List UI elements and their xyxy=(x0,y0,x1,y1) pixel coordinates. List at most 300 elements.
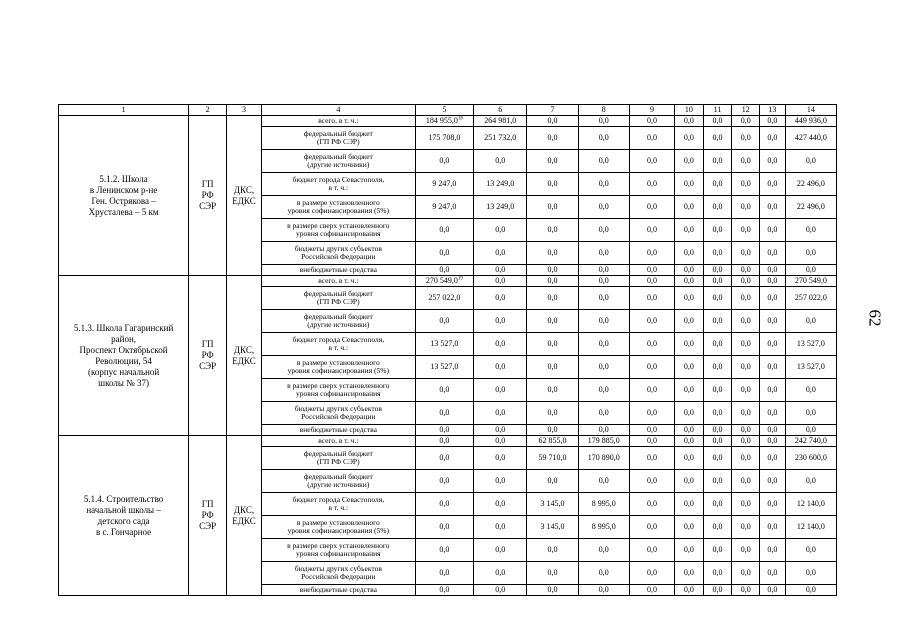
value-text: 0,0 xyxy=(598,248,609,257)
object-name-cell xyxy=(59,116,189,276)
value-text: 0,0 xyxy=(495,362,506,371)
text-line: в с. Гончарное xyxy=(96,526,152,537)
value-text: 0,0 xyxy=(495,293,506,302)
value-text: 427 440,0 xyxy=(794,133,827,142)
object-name-cell xyxy=(59,276,189,436)
value-cell xyxy=(785,196,836,219)
value-cell xyxy=(578,242,629,265)
responsible-cell xyxy=(227,436,262,596)
value-cell xyxy=(760,242,786,265)
text-line: федеральный бюджет xyxy=(303,448,373,458)
budget-table xyxy=(58,104,837,596)
value-cell xyxy=(415,356,473,379)
page-number: 62 xyxy=(865,309,885,327)
value-text: 0,0 xyxy=(805,316,816,325)
value-text: 3 145,0 xyxy=(540,499,565,508)
value-text: 0,0 xyxy=(683,453,694,462)
value-text: 0,0 xyxy=(805,476,816,485)
value-text: 251 732,0 xyxy=(484,133,517,142)
value-cell xyxy=(732,287,760,310)
value-text: 0,0 xyxy=(646,362,657,371)
text-line: Российской Федерации xyxy=(301,572,376,581)
funding-source-cell xyxy=(261,356,415,379)
value-text: 0,0 xyxy=(547,133,558,142)
value-cell xyxy=(415,333,473,356)
value-text: 0,0 xyxy=(495,248,506,257)
value-cell xyxy=(415,287,473,310)
value-text: 0,0 xyxy=(767,453,778,462)
value-text: 0,0 xyxy=(495,585,506,594)
value-cell xyxy=(415,265,473,276)
value-text: 0,0 xyxy=(740,293,751,302)
funding-source-cell xyxy=(261,287,415,310)
value-cell xyxy=(629,287,674,310)
column-number: 14 xyxy=(785,105,836,116)
value-cell xyxy=(732,173,760,196)
text-line: бюджеты других субъектов xyxy=(294,243,382,253)
value-cell xyxy=(578,276,629,287)
text-line: РФ xyxy=(201,190,214,200)
text-line: уровня софинансирования (5%) xyxy=(287,526,390,535)
text-line: СЭР xyxy=(199,521,217,531)
value-text: 0,0 xyxy=(547,248,558,257)
value-cell xyxy=(760,436,786,447)
value-cell xyxy=(578,436,629,447)
value-text: 0,0 xyxy=(683,522,694,531)
funding-source-cell xyxy=(261,562,415,585)
value-cell xyxy=(474,585,527,596)
value-cell xyxy=(675,470,704,493)
value-cell xyxy=(760,333,786,356)
value-text: 0,0 xyxy=(439,265,450,274)
value-cell xyxy=(760,276,786,287)
value-text: 0,0 xyxy=(683,476,694,485)
value-text: 270 549,0 xyxy=(425,276,458,285)
column-number: 2 xyxy=(189,105,227,116)
text-line: (другие источники) xyxy=(307,320,370,329)
value-cell xyxy=(785,585,836,596)
value-cell xyxy=(732,276,760,287)
value-cell xyxy=(474,447,527,470)
value-text: 264 981,0 xyxy=(484,116,517,125)
value-cell xyxy=(732,447,760,470)
value-text: 0,0 xyxy=(805,385,816,394)
value-cell xyxy=(703,516,732,539)
value-text: 0,0 xyxy=(767,476,778,485)
value-cell xyxy=(785,493,836,516)
value-cell xyxy=(703,127,732,150)
value-cell xyxy=(760,196,786,219)
value-text: 0,0 xyxy=(683,133,694,142)
value-cell xyxy=(474,425,527,436)
value-text: 242 740,0 xyxy=(794,436,827,445)
value-cell xyxy=(785,539,836,562)
value-text: 0,0 xyxy=(646,248,657,257)
value-cell xyxy=(527,425,578,436)
value-text: 0,0 xyxy=(740,248,751,257)
value-cell xyxy=(785,356,836,379)
text-line: ГП xyxy=(201,179,214,189)
column-number: 8 xyxy=(578,105,629,116)
column-number: 11 xyxy=(703,105,732,116)
value-text: 0,0 xyxy=(712,545,723,554)
value-cell xyxy=(527,287,578,310)
value-cell xyxy=(474,287,527,310)
funding-source-cell xyxy=(261,585,415,596)
value-text: 0,0 xyxy=(767,385,778,394)
value-text: 0,0 xyxy=(712,436,723,445)
value-text: 0,0 xyxy=(767,179,778,188)
value-text: 0,0 xyxy=(767,408,778,417)
value-cell xyxy=(474,219,527,242)
value-cell xyxy=(760,219,786,242)
value-cell xyxy=(760,310,786,333)
value-cell xyxy=(415,276,473,287)
value-cell xyxy=(474,562,527,585)
value-text: 59 710,0 xyxy=(538,453,567,462)
value-cell xyxy=(415,562,473,585)
value-text: 0,0 xyxy=(805,225,816,234)
value-text: 0,0 xyxy=(547,116,558,125)
value-text: 0,0 xyxy=(598,585,609,594)
value-text: 0,0 xyxy=(683,339,694,348)
value-cell xyxy=(474,516,527,539)
value-cell xyxy=(675,516,704,539)
value-text: 0,0 xyxy=(547,225,558,234)
value-text: 0,0 xyxy=(439,568,450,577)
value-cell xyxy=(578,585,629,596)
value-text: 0,0 xyxy=(712,385,723,394)
value-text: 0,0 xyxy=(740,202,751,211)
value-text: 270 549,0 xyxy=(794,276,827,285)
value-text: 0,0 xyxy=(712,265,723,274)
value-cell xyxy=(415,402,473,425)
value-text: 0,0 xyxy=(767,156,778,165)
value-text: 0,0 xyxy=(547,385,558,394)
text-line: федеральный бюджет xyxy=(303,288,373,298)
text-line: в размере установленного xyxy=(296,197,380,207)
funding-source-cell xyxy=(261,310,415,333)
value-cell xyxy=(527,562,578,585)
value-text: 0,0 xyxy=(598,476,609,485)
value-cell xyxy=(732,116,760,127)
value-cell xyxy=(629,219,674,242)
text-line: в т. ч.: xyxy=(328,343,349,352)
value-text: 0,0 xyxy=(646,436,657,445)
value-text: 0,0 xyxy=(683,156,694,165)
value-text: 0,0 xyxy=(646,585,657,594)
text-line: ГП xyxy=(201,499,214,509)
value-text: 0,0 xyxy=(805,545,816,554)
value-text: 0,0 xyxy=(646,339,657,348)
value-text: 257 022,0 xyxy=(428,293,461,302)
value-text: 0,0 xyxy=(598,156,609,165)
value-cell xyxy=(578,493,629,516)
text-line: (ГП РФ СЭР) xyxy=(317,297,360,306)
value-text: 0,0 xyxy=(683,385,694,394)
value-text: 0,0 xyxy=(767,362,778,371)
text-line: бюджеты других субъектов xyxy=(294,403,382,413)
value-text: 12 140,0 xyxy=(796,499,825,508)
value-text: 0,0 xyxy=(712,116,723,125)
value-cell xyxy=(785,379,836,402)
text-line: в размере сверх установленного xyxy=(287,380,390,390)
value-text: 0,0 xyxy=(683,202,694,211)
value-cell xyxy=(474,356,527,379)
value-cell xyxy=(474,242,527,265)
value-cell xyxy=(785,219,836,242)
value-text: 0,0 xyxy=(598,116,609,125)
column-number: 6 xyxy=(474,105,527,116)
value-cell xyxy=(629,470,674,493)
value-cell xyxy=(629,173,674,196)
value-text: 0,0 xyxy=(646,156,657,165)
value-cell xyxy=(675,242,704,265)
value-text: 0,0 xyxy=(805,425,816,434)
value-cell xyxy=(760,402,786,425)
value-text: 0,0 xyxy=(646,265,657,274)
value-cell xyxy=(785,470,836,493)
value-text: 0,0 xyxy=(439,425,450,434)
text-line: Ген. Острякова – xyxy=(91,195,156,206)
value-cell xyxy=(703,425,732,436)
funding-source-cell xyxy=(261,242,415,265)
value-cell xyxy=(675,585,704,596)
funding-source-cell xyxy=(261,436,415,447)
value-text: 0,0 xyxy=(495,316,506,325)
value-cell xyxy=(732,265,760,276)
value-text: 0,0 xyxy=(740,385,751,394)
value-text: 0,0 xyxy=(740,425,751,434)
value-cell xyxy=(760,447,786,470)
value-text: 0,0 xyxy=(439,248,450,257)
value-cell xyxy=(474,470,527,493)
value-text: 0,0 xyxy=(767,225,778,234)
value-text: 230 600,0 xyxy=(794,453,827,462)
value-text: 0,0 xyxy=(767,585,778,594)
text-line: всего, в т. ч.: xyxy=(318,435,359,445)
value-text: 22 496,0 xyxy=(796,179,825,188)
value-cell xyxy=(527,470,578,493)
value-text: 0,0 xyxy=(683,545,694,554)
value-text: 0,0 xyxy=(683,225,694,234)
value-cell xyxy=(415,585,473,596)
funding-program-cell xyxy=(189,276,227,436)
value-cell xyxy=(732,379,760,402)
text-line: всего, в т. ч.: xyxy=(318,275,359,285)
value-text: 0,0 xyxy=(712,408,723,417)
value-text: 0,0 xyxy=(439,385,450,394)
value-text: 170 890,0 xyxy=(587,453,620,462)
value-cell xyxy=(760,425,786,436)
column-number: 10 xyxy=(675,105,704,116)
funding-source-cell xyxy=(261,265,415,276)
funding-source-cell xyxy=(261,493,415,516)
value-text: 13 527,0 xyxy=(430,339,459,348)
value-text: 0,0 xyxy=(712,276,723,285)
text-line: в размере установленного xyxy=(296,517,380,527)
text-line: федеральный бюджет xyxy=(303,151,373,161)
value-cell xyxy=(527,242,578,265)
value-cell xyxy=(527,196,578,219)
value-text: 0,0 xyxy=(495,476,506,485)
value-cell xyxy=(474,276,527,287)
value-cell xyxy=(578,196,629,219)
value-text: 0,0 xyxy=(598,276,609,285)
value-cell xyxy=(732,127,760,150)
value-text: 0,0 xyxy=(767,248,778,257)
value-cell xyxy=(760,116,786,127)
text-line: уровня софинансирования xyxy=(296,549,381,558)
text-line: СЭР xyxy=(199,361,217,371)
text-line: в т. ч.: xyxy=(328,183,349,192)
value-cell xyxy=(629,333,674,356)
value-text: 22 496,0 xyxy=(796,202,825,211)
value-cell xyxy=(474,436,527,447)
value-text: 0,0 xyxy=(439,316,450,325)
value-text: 0,0 xyxy=(495,385,506,394)
text-line: (корпус начальной xyxy=(87,366,160,377)
value-cell xyxy=(415,242,473,265)
value-text: 8 995,0 xyxy=(591,499,616,508)
value-text: 0,0 xyxy=(646,316,657,325)
value-cell xyxy=(527,379,578,402)
value-cell xyxy=(732,196,760,219)
value-text: 0,0 xyxy=(767,133,778,142)
text-line: 5.1.4. Строительство xyxy=(83,493,164,504)
value-cell xyxy=(732,425,760,436)
value-text: 0,0 xyxy=(598,385,609,394)
value-text: 0,0 xyxy=(598,133,609,142)
value-text: 179 885,0 xyxy=(587,436,620,445)
funding-source-cell xyxy=(261,516,415,539)
value-text: 0,0 xyxy=(712,156,723,165)
table-row xyxy=(59,116,837,127)
value-text: 0,0 xyxy=(712,202,723,211)
value-cell xyxy=(629,539,674,562)
value-cell xyxy=(629,276,674,287)
column-number: 13 xyxy=(760,105,786,116)
value-text: 13 527,0 xyxy=(796,339,825,348)
value-text: 0,0 xyxy=(767,545,778,554)
value-cell xyxy=(578,333,629,356)
value-cell xyxy=(578,402,629,425)
value-cell xyxy=(732,470,760,493)
value-cell xyxy=(760,562,786,585)
value-text: 0,0 xyxy=(683,408,694,417)
value-text: 0,0 xyxy=(547,265,558,274)
footnote-mark: 18 xyxy=(457,116,463,122)
value-text: 0,0 xyxy=(598,179,609,188)
value-cell xyxy=(578,379,629,402)
value-text: 0,0 xyxy=(683,499,694,508)
value-text: 0,0 xyxy=(439,408,450,417)
text-line: начальной школы – xyxy=(86,504,161,515)
value-text: 0,0 xyxy=(547,585,558,594)
value-text: 0,0 xyxy=(495,339,506,348)
value-cell xyxy=(760,516,786,539)
value-cell xyxy=(675,402,704,425)
value-cell xyxy=(629,127,674,150)
value-cell xyxy=(703,265,732,276)
value-text: 0,0 xyxy=(805,265,816,274)
value-text: 0,0 xyxy=(767,499,778,508)
value-cell xyxy=(629,516,674,539)
value-text: 0,0 xyxy=(646,499,657,508)
value-cell xyxy=(629,265,674,276)
value-text: 0,0 xyxy=(712,425,723,434)
value-text: 175 708,0 xyxy=(428,133,461,142)
value-cell xyxy=(527,356,578,379)
value-text: 0,0 xyxy=(547,156,558,165)
value-text: 0,0 xyxy=(767,316,778,325)
value-text: 0,0 xyxy=(439,585,450,594)
value-text: 0,0 xyxy=(740,225,751,234)
value-cell xyxy=(415,436,473,447)
value-cell xyxy=(785,447,836,470)
value-text: 0,0 xyxy=(740,156,751,165)
funding-source-cell xyxy=(261,116,415,127)
value-text: 0,0 xyxy=(740,265,751,274)
value-cell xyxy=(785,562,836,585)
text-line: внебюджетные средства xyxy=(299,424,377,434)
value-text: 0,0 xyxy=(495,545,506,554)
value-cell xyxy=(703,150,732,173)
text-line: РФ xyxy=(201,510,214,520)
value-text: 0,0 xyxy=(712,316,723,325)
value-text: 0,0 xyxy=(740,453,751,462)
text-line: в т. ч.: xyxy=(328,503,349,512)
value-cell xyxy=(415,539,473,562)
value-text: 0,0 xyxy=(740,276,751,285)
value-text: 0,0 xyxy=(712,179,723,188)
value-cell xyxy=(675,356,704,379)
value-text: 0,0 xyxy=(767,202,778,211)
column-number: 3 xyxy=(227,105,262,116)
value-cell xyxy=(703,173,732,196)
value-cell xyxy=(578,516,629,539)
column-number-row xyxy=(59,105,837,116)
value-cell xyxy=(732,436,760,447)
value-text: 0,0 xyxy=(767,276,778,285)
value-cell xyxy=(474,116,527,127)
text-line: Российской Федерации xyxy=(301,252,376,261)
value-text: 0,0 xyxy=(740,339,751,348)
value-cell xyxy=(732,242,760,265)
text-line: уровня софинансирования (5%) xyxy=(287,206,390,215)
value-text: 449 936,0 xyxy=(794,116,827,125)
value-cell xyxy=(732,402,760,425)
value-cell xyxy=(629,310,674,333)
value-text: 0,0 xyxy=(712,362,723,371)
value-cell xyxy=(629,150,674,173)
value-text: 0,0 xyxy=(439,453,450,462)
value-cell xyxy=(578,356,629,379)
value-text: 0,0 xyxy=(598,425,609,434)
value-text: 0,0 xyxy=(712,568,723,577)
value-text: 0,0 xyxy=(712,225,723,234)
value-cell xyxy=(527,516,578,539)
value-text: 0,0 xyxy=(805,585,816,594)
value-cell xyxy=(760,379,786,402)
value-cell xyxy=(629,562,674,585)
value-cell xyxy=(703,242,732,265)
text-line: уровня софинансирования xyxy=(296,229,381,238)
value-text: 0,0 xyxy=(712,476,723,485)
column-number: 7 xyxy=(527,105,578,116)
value-text: 9 247,0 xyxy=(432,202,457,211)
value-cell xyxy=(785,173,836,196)
